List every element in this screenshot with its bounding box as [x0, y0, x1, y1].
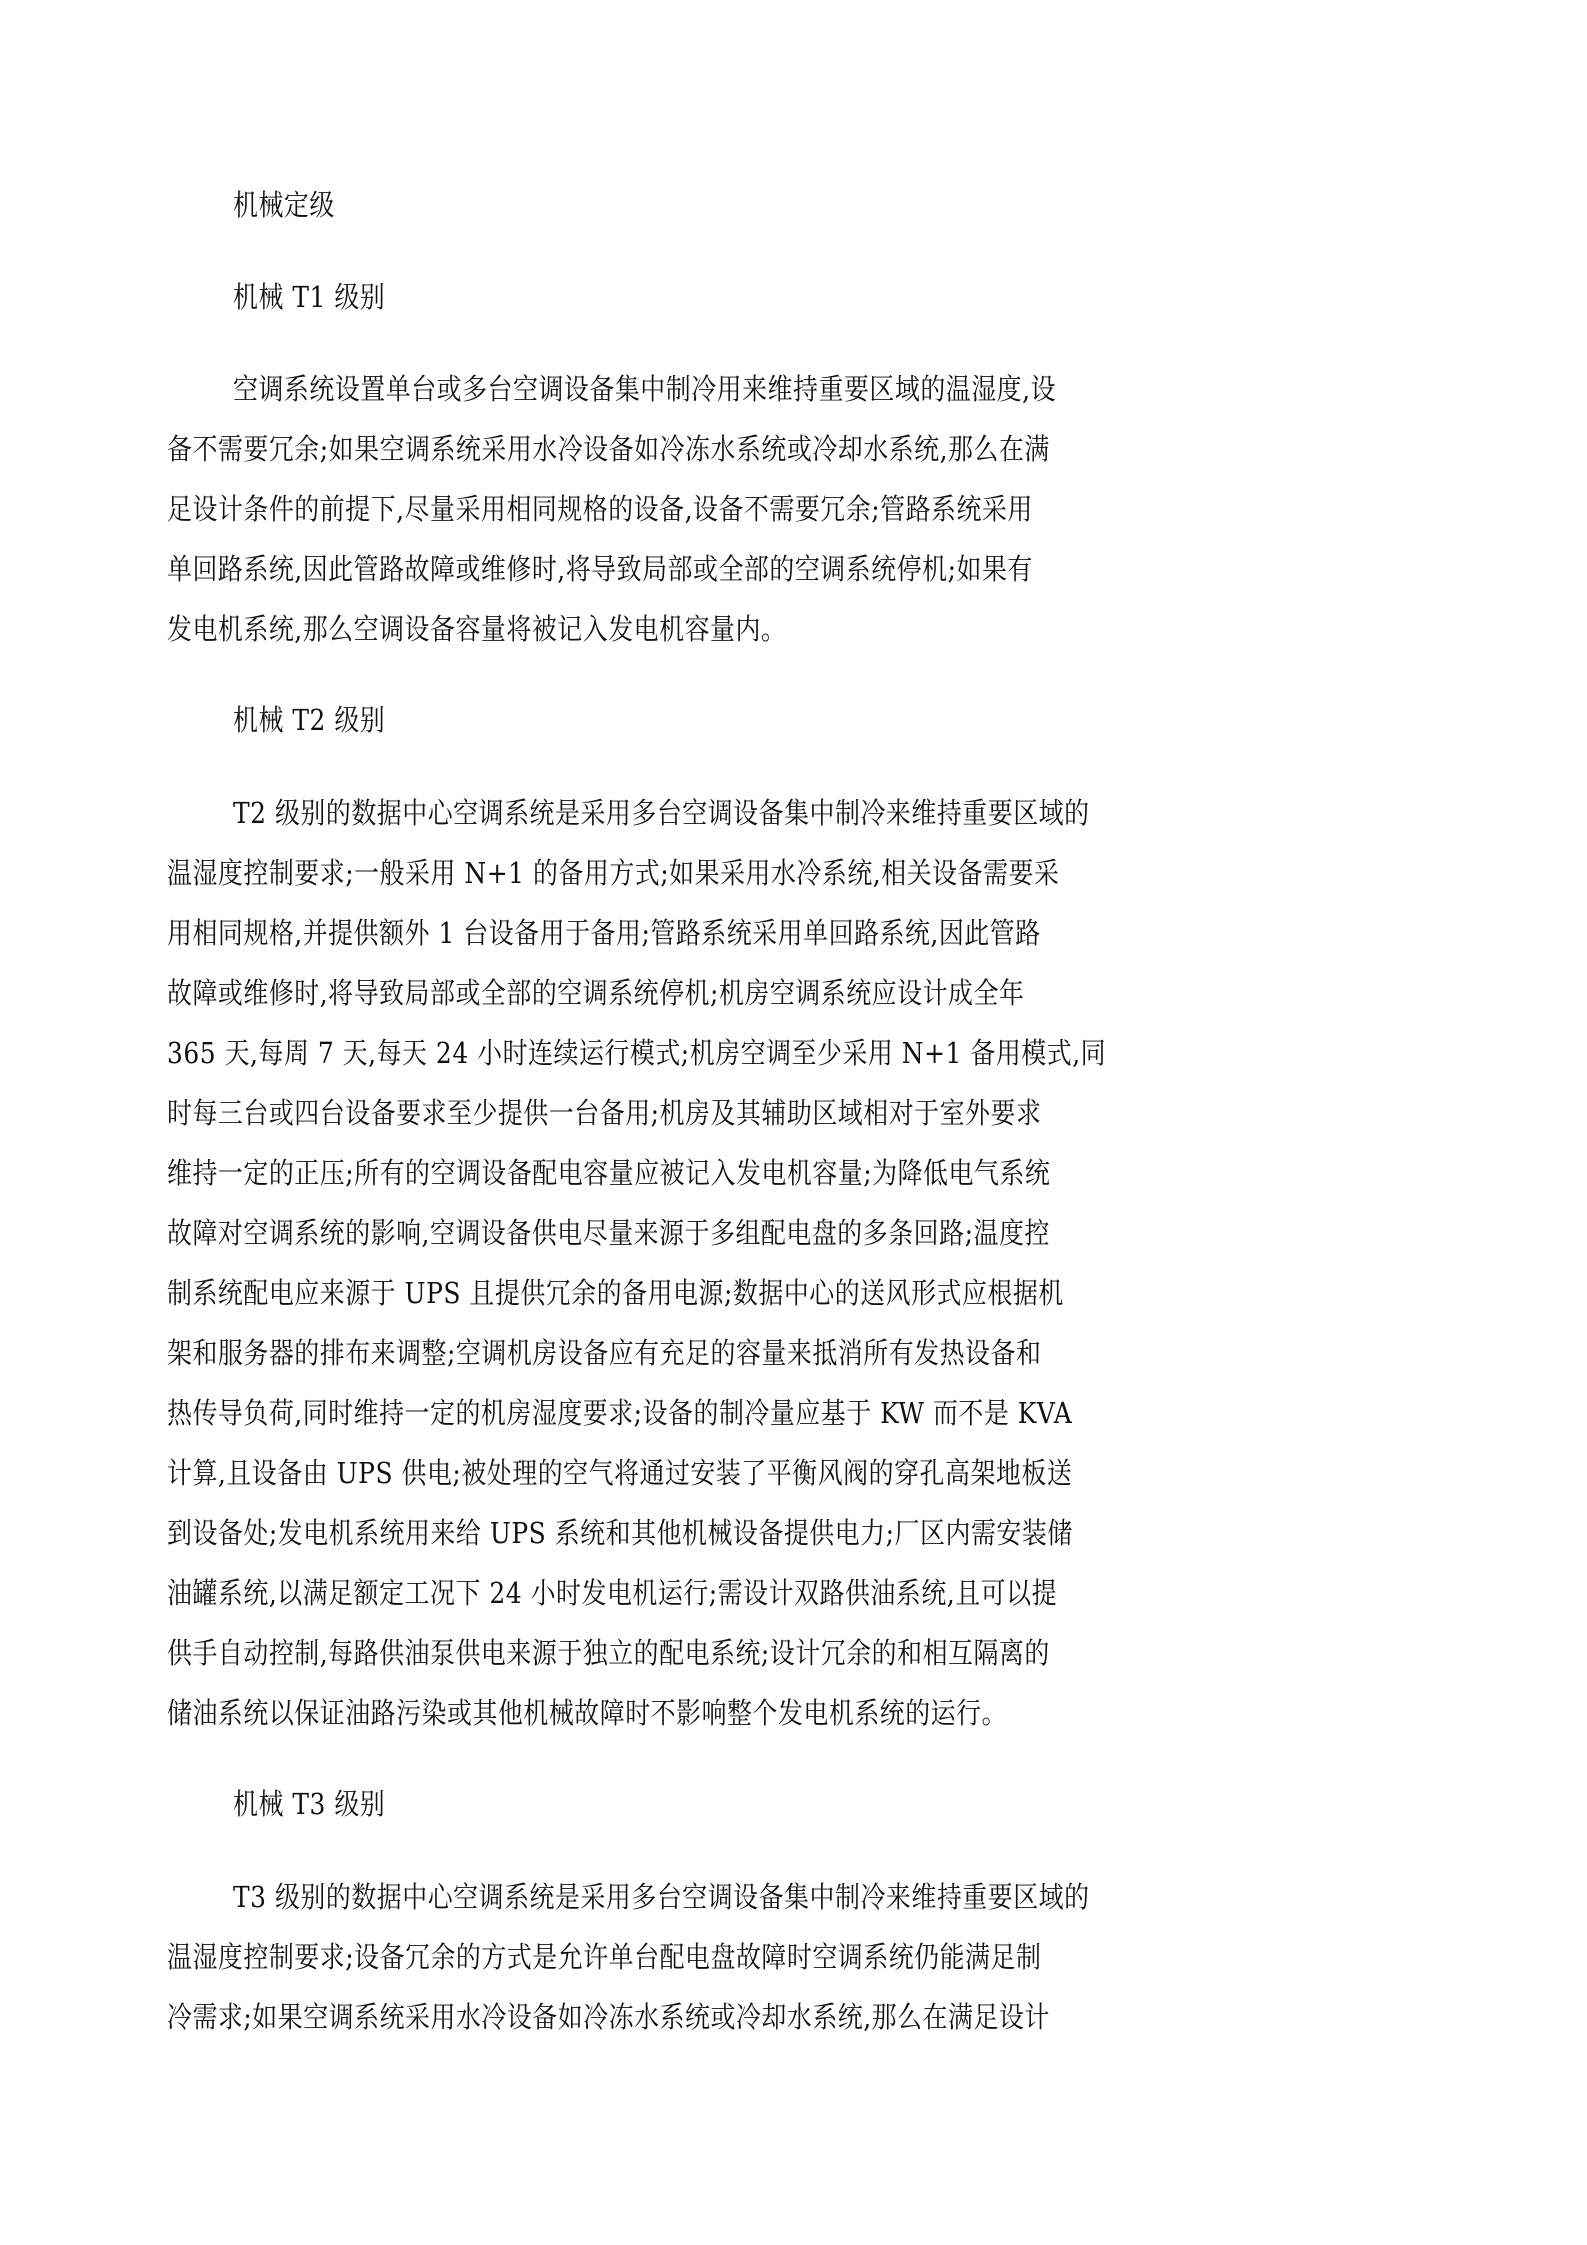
paragraph-line: 架和服务器的排布来调整;空调机房设备应有充足的容量来抵消所有发热设备和 [167, 1336, 1042, 1370]
paragraph-line: 发电机系统,那么空调设备容量将被记入发电机容量内。 [167, 612, 787, 646]
paragraph-line: 热传导负荷,同时维持一定的机房湿度要求;设备的制冷量应基于 KW 而不是 KVA [167, 1396, 1073, 1430]
paragraph-line: T3 级别的数据中心空调系统是采用多台空调设备集中制冷来维持重要区域的 [233, 1880, 1090, 1914]
paragraph-line: 温湿度控制要求;一般采用 N+1 的备用方式;如果采用水冷系统,相关设备需要采 [167, 856, 1060, 890]
paragraph-line: 故障对空调系统的影响,空调设备供电尽量来源于多组配电盘的多条回路;温度控 [167, 1216, 1050, 1250]
section-title-t3: 机械 T3 级别 [233, 1787, 386, 1821]
paragraph-line: 储油系统以保证油路污染或其他机械故障时不影响整个发电机系统的运行。 [167, 1696, 1008, 1730]
paragraph-line: T2 级别的数据中心空调系统是采用多台空调设备集中制冷来维持重要区域的 [233, 796, 1090, 830]
section-title-t1: 机械 T1 级别 [233, 280, 386, 314]
paragraph-line: 计算,且设备由 UPS 供电;被处理的空气将通过安装了平衡风阀的穿孔高架地板送 [167, 1456, 1073, 1490]
paragraph-line: 制系统配电应来源于 UPS 且提供冗余的备用电源;数据中心的送风形式应根据机 [167, 1276, 1064, 1310]
paragraph-line: 供手自动控制,每路供油泵供电来源于独立的配电系统;设计冗余的和相互隔离的 [167, 1636, 1050, 1670]
paragraph-line: 足设计条件的前提下,尽量采用相同规格的设备,设备不需要冗余;管路系统采用 [167, 492, 1033, 526]
section-title-t2: 机械 T2 级别 [233, 703, 386, 737]
paragraph-line: 单回路系统,因此管路故障或维修时,将导致局部或全部的空调系统停机;如果有 [167, 552, 1033, 586]
paragraph-line: 365 天,每周 7 天,每天 24 小时连续运行模式;机房空调至少采用 N+1 备用模式,同 [167, 1036, 1107, 1070]
paragraph-line: 温湿度控制要求;设备冗余的方式是允许单台配电盘故障时空调系统仍能满足制 [167, 1940, 1042, 1974]
paragraph-line: 故障或维修时,将导致局部或全部的空调系统停机;机房空调系统应设计成全年 [167, 976, 1025, 1010]
paragraph-line: 维持一定的正压;所有的空调设备配电容量应被记入发电机容量;为降低电气系统 [167, 1156, 1051, 1190]
paragraph-line: 冷需求;如果空调系统采用水冷设备如冷冻水系统或冷却水系统,那么在满足设计 [167, 2000, 1050, 2034]
paragraph-line: 到设备处;发电机系统用来给 UPS 系统和其他机械设备提供电力;厂区内需安装储 [167, 1516, 1073, 1550]
paragraph-line: 用相同规格,并提供额外 1 台设备用于备用;管路系统采用单回路系统,因此管路 [167, 916, 1041, 950]
document-heading: 机械定级 [233, 188, 335, 222]
paragraph-line: 备不需要冗余;如果空调系统采用水冷设备如冷冻水系统或冷却水系统,那么在满 [167, 432, 1050, 466]
paragraph-line: 时每三台或四台设备要求至少提供一台备用;机房及其辅助区域相对于室外要求 [167, 1096, 1042, 1130]
paragraph-line: 空调系统设置单台或多台空调设备集中制冷用来维持重要区域的温湿度,设 [233, 372, 1057, 406]
paragraph-line: 油罐系统,以满足额定工况下 24 小时发电机运行;需设计双路供油系统,且可以提 [167, 1576, 1058, 1610]
